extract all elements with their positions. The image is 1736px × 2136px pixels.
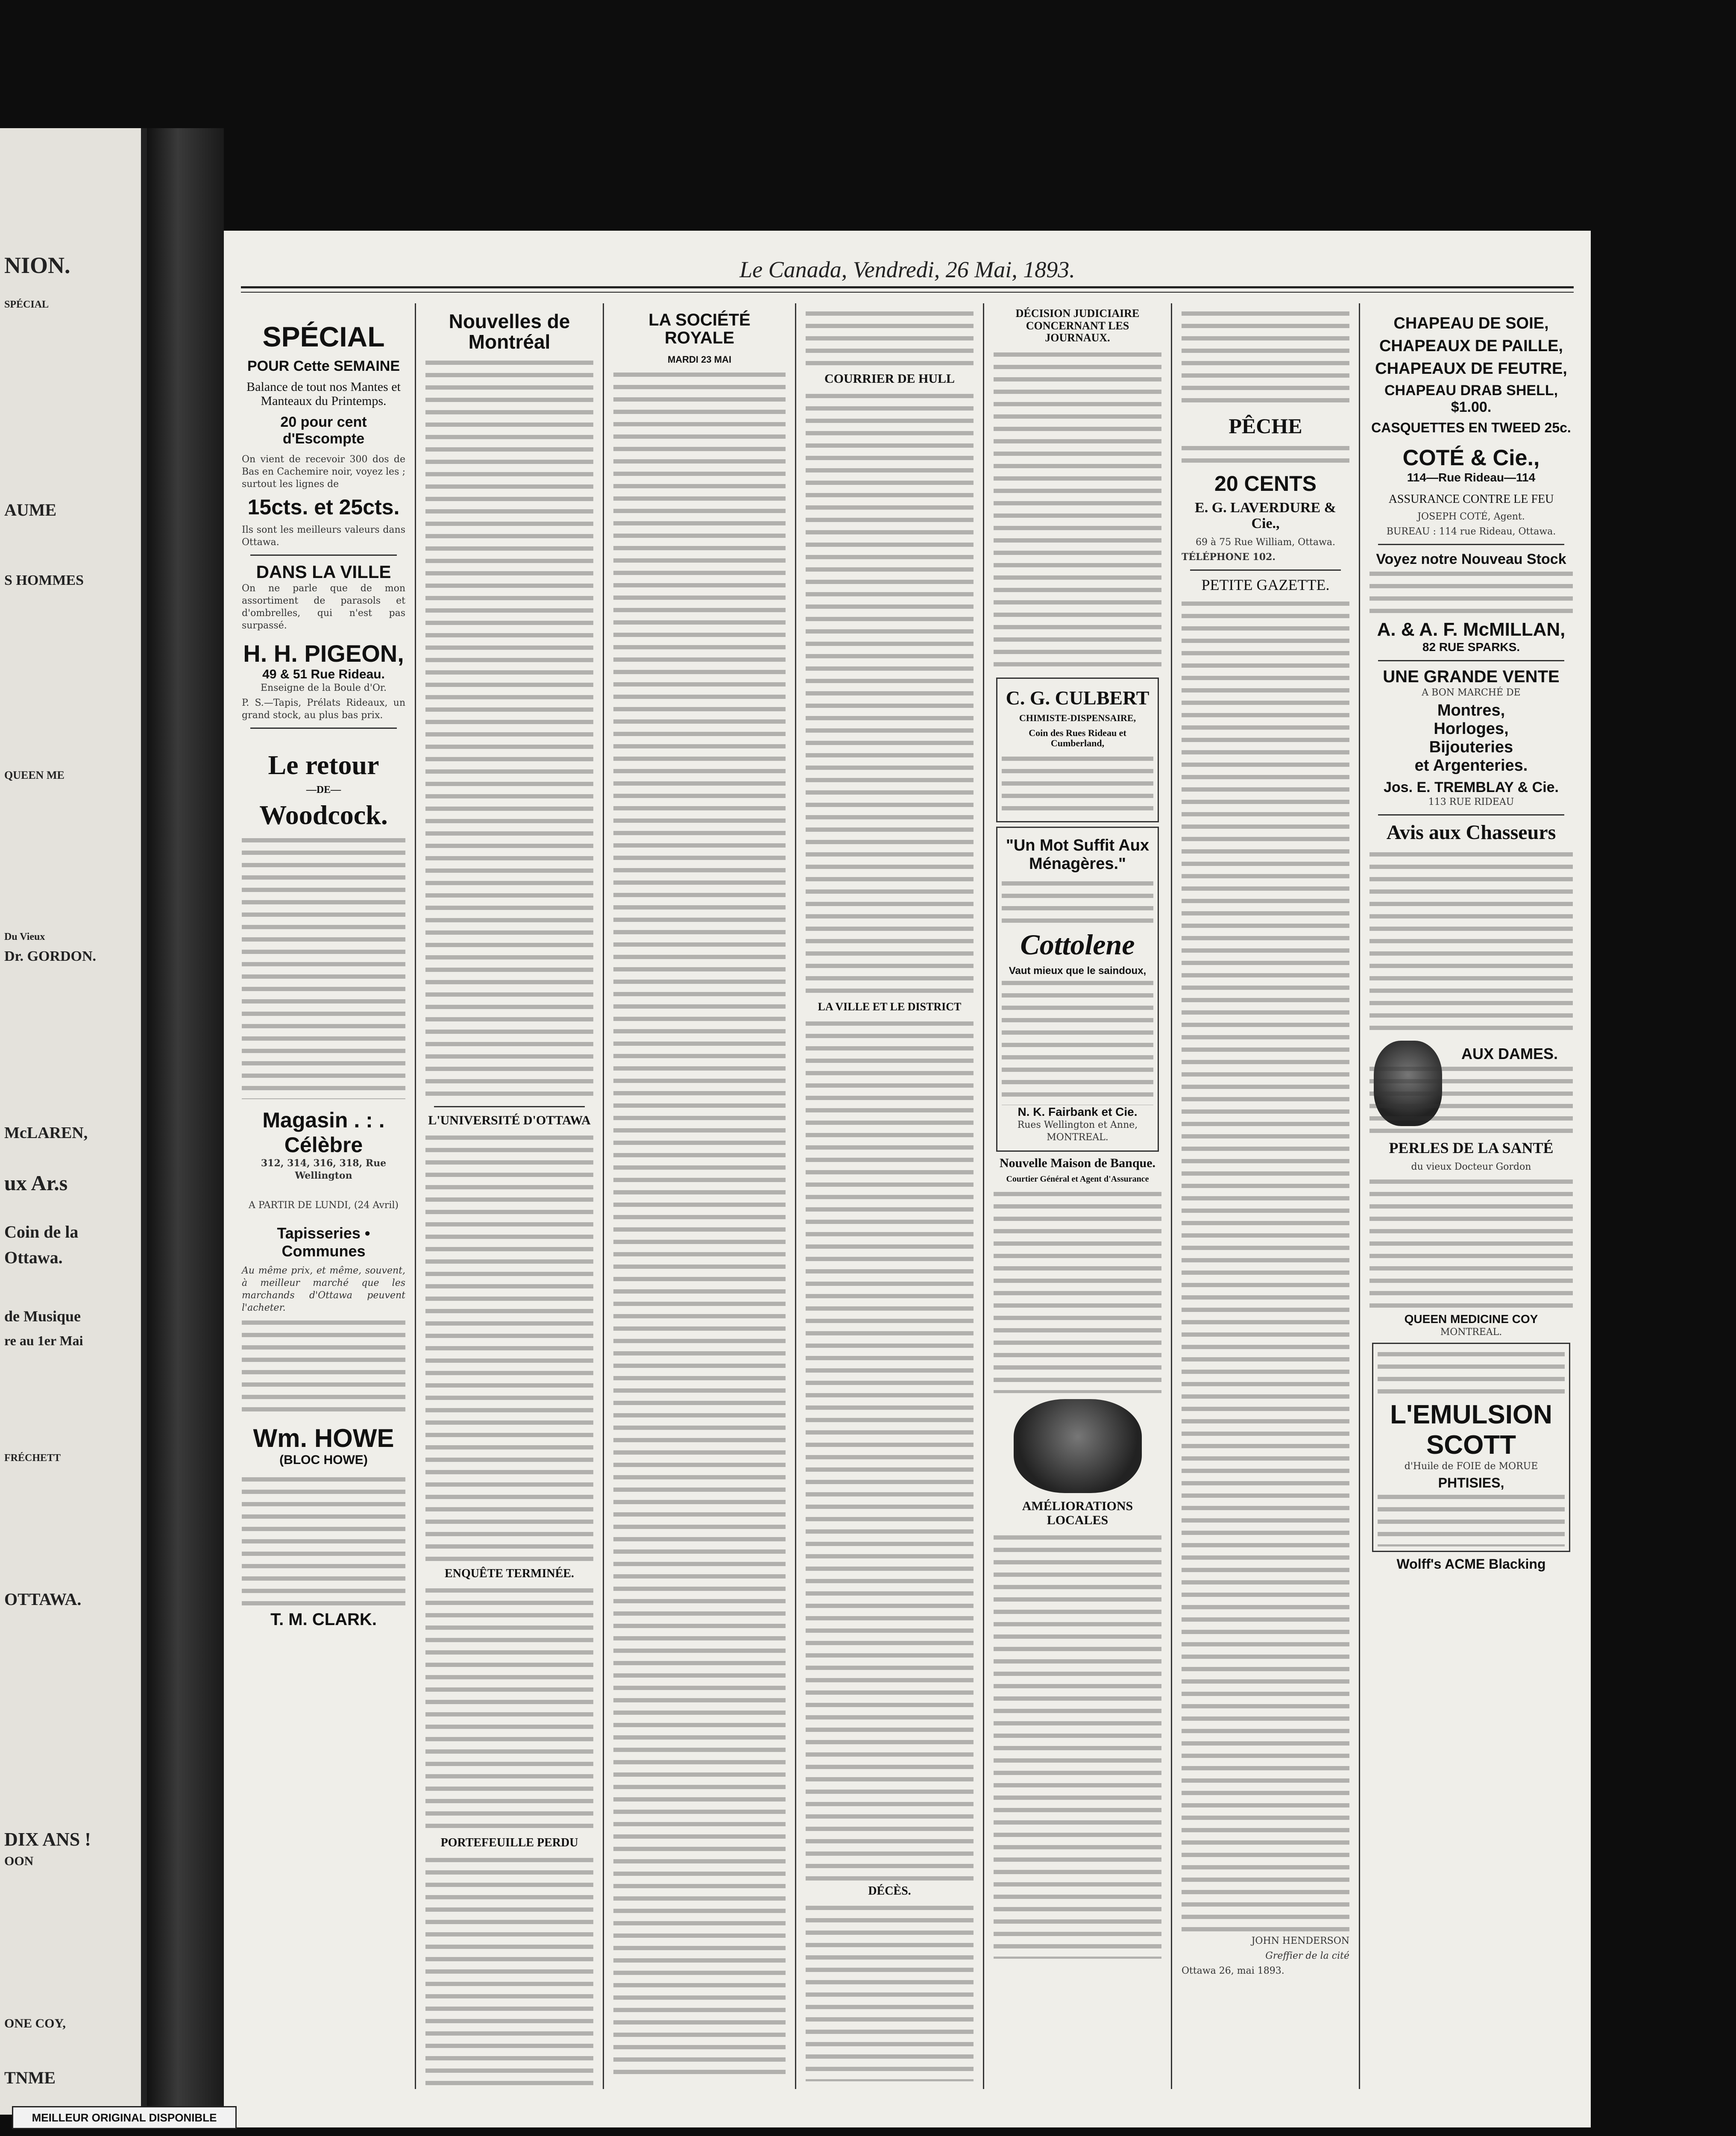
microfilm-label: MEILLEUR ORIGINAL DISPONIBLE <box>12 2106 237 2129</box>
column-6 <box>1172 303 1360 2089</box>
prev-fragment: QUEEN ME <box>4 769 65 781</box>
casquettes: CASQUETTES EN TWEED 25c. <box>1371 420 1571 435</box>
cottolene-intro <box>1002 877 1153 924</box>
chapeau-1: CHAPEAU DE SOIE, <box>1393 314 1549 332</box>
ville-text: On ne parle que de mon assortiment de parasols et d'ombrelles, qui n'est pas surpassé. <box>242 583 405 631</box>
laverdure-name: E. G. LAVERDURE & Cie., <box>1195 500 1336 532</box>
enquete-text <box>425 1584 593 1832</box>
chapeau-3: CHAPEAUX DE FEUTRE, <box>1375 360 1567 378</box>
retour-de: —DE— <box>306 784 341 796</box>
magasin-title: Magasin . : . Célèbre <box>262 1108 385 1157</box>
prev-fragment: Coin de la <box>4 1222 79 1241</box>
culbert-sub: CHIMISTE-DISPENSAIRE, <box>1019 713 1136 724</box>
cholera-text <box>1182 308 1349 410</box>
cottolene-title: Cottolene <box>1020 928 1135 961</box>
ameliorations-text <box>994 1532 1161 1959</box>
retour-body-text <box>242 834 405 1099</box>
column-7 <box>1360 303 1582 2089</box>
prev-fragment: ONE COY, <box>4 2016 66 2030</box>
culbert-text <box>1002 753 1153 817</box>
special-text: Balance de tout nos Mantes et Manteaux du Printemps. <box>246 380 401 408</box>
mcmillan-name: A. & A. F. McMILLAN, <box>1377 619 1566 640</box>
montreal-title: Nouvelles de Montréal <box>449 310 570 353</box>
prev-fragment: S HOMMES <box>4 572 84 588</box>
queen-name: QUEEN MEDICINE COY <box>1404 1312 1538 1326</box>
column-3 <box>604 303 796 2089</box>
culbert-ad <box>996 678 1159 822</box>
howe-name: Wm. HOWE <box>253 1424 394 1453</box>
fairbank-name: N. K. Fairbank et Cie. <box>1018 1105 1138 1118</box>
prev-fragment: OTTAWA. <box>4 1590 82 1609</box>
bijouteries: Bijouteries <box>1429 738 1513 756</box>
column-1 <box>232 303 416 2089</box>
phtisies: PHTISIES, <box>1438 1475 1504 1491</box>
special-title: SPÉCIAL <box>262 321 385 352</box>
masthead-rule <box>241 286 1574 293</box>
prev-fragment: Dr. GORDON. <box>4 948 97 964</box>
maison-text <box>994 1188 1161 1393</box>
retour-place: Woodcock. <box>259 799 388 830</box>
divider <box>1190 569 1341 571</box>
fairbank-address: Rues Wellington et Anne, MONTREAL. <box>1017 1119 1138 1143</box>
divider <box>1378 544 1564 545</box>
decision-heading: DÉCISION JUDICIAIRE CONCERNANT LES JOURNAUX. <box>1015 307 1140 344</box>
prev-fragment: DIX ANS ! <box>4 1829 91 1850</box>
bas-price: 15cts. et 25cts. <box>247 495 400 519</box>
henderson-name: JOHN HENDERSON <box>1251 1936 1349 1947</box>
ville-title: DANS LA VILLE <box>256 562 391 582</box>
prev-fragment: Ottawa. <box>4 1248 63 1267</box>
argenteries: et Argenteries. <box>1414 756 1528 775</box>
montreal-article-text <box>425 357 593 1100</box>
cote-name: COTÉ & Cie., <box>1402 446 1540 470</box>
pigeon-ps: P. S.—Tapis, Prélats Rideaux, un grand stock, au plus bas prix. <box>242 698 405 721</box>
pigeon-sign: Enseigne de la Boule d'Or. <box>261 683 387 693</box>
portefeuille-heading: PORTEFEUILLE PERDU <box>440 1836 578 1850</box>
chapeau-4: CHAPEAU DRAB SHELL, <box>1384 382 1558 399</box>
societe-title: LA SOCIÉTÉ ROYALE <box>648 311 751 347</box>
tapisseries-text: Au même prix, et même, souvent, à meilleur marché que les marchands d'Ottawa peuvent l'acheter. <box>242 1265 405 1314</box>
scott-title: SCOTT <box>1426 1430 1516 1460</box>
chapeau-price: $1.00. <box>1451 399 1492 415</box>
prev-fragment: AUME <box>4 500 57 519</box>
maison-heading: Nouvelle Maison de Banque. <box>999 1156 1156 1170</box>
dames-heading: AUX DAMES. <box>1461 1045 1558 1062</box>
cottolene-tagline: Vaut mieux que le saindoux, <box>1009 965 1147 977</box>
gazette-heading: PETITE GAZETTE. <box>1201 576 1330 593</box>
un-mot-text: "Un Mot Suffit Aux Ménagères." <box>1006 836 1150 873</box>
ameliorations-heading: AMÉLIORATIONS LOCALES <box>1022 1499 1133 1527</box>
emulsion-title: L'EMULSION <box>1390 1400 1552 1430</box>
chapeau-2: CHAPEAUX DE PAILLE, <box>1379 337 1563 355</box>
column-5 <box>984 303 1172 2089</box>
special-discount: 20 pour cent d'Escompte <box>280 414 367 447</box>
perles-text <box>1369 1176 1573 1312</box>
assurance-bureau: BUREAU : 114 rue Rideau, Ottawa. <box>1386 526 1556 537</box>
special-subtitle: POUR Cette SEMAINE <box>247 358 400 374</box>
societe-date: MARDI 23 MAI <box>667 354 732 365</box>
prev-fragment: McLAREN, <box>4 1124 88 1142</box>
previous-page-strip <box>0 128 147 2115</box>
cottolene-ad <box>996 827 1159 1152</box>
divider <box>250 728 397 729</box>
vente-sub: A BON MARCHÉ DE <box>1422 687 1521 698</box>
gordon-text: du vieux Docteur Gordon <box>1411 1162 1531 1173</box>
prev-fragment: TNME <box>4 2068 56 2087</box>
tremblay-name: Jos. E. TREMBLAY & Cie. <box>1384 779 1559 795</box>
peche-title: PÊCHE <box>1229 414 1302 438</box>
pigeon-name: H. H. PIGEON, <box>243 640 404 667</box>
deces-text <box>806 1902 974 2081</box>
divider <box>1378 814 1564 816</box>
horloges: Horloges, <box>1434 719 1509 738</box>
ville-district-heading: LA VILLE ET LE DISTRICT <box>818 1001 962 1013</box>
lundi-text: A PARTIR DE LUNDI, (24 Avril) <box>248 1200 399 1211</box>
book-gutter <box>147 128 224 2115</box>
intro-text <box>806 308 974 367</box>
assurance-heading: ASSURANCE CONTRE LE FEU <box>1388 493 1554 506</box>
societe-article-text <box>613 369 786 2077</box>
divider <box>250 555 397 556</box>
stock-text <box>1369 568 1573 619</box>
emulsion-ad <box>1372 1343 1570 1552</box>
deces-heading: DÉCÈS. <box>868 1884 911 1898</box>
assurance-agent: JOSEPH COTÉ, Agent. <box>1417 511 1525 522</box>
cents-price: 20 CENTS <box>1214 472 1317 496</box>
divider <box>434 1106 585 1107</box>
bas-tail: Ils sont les meilleurs valeurs dans Ottawa. <box>242 525 405 548</box>
magasin-address: 312, 314, 316, 318, Rue Wellington <box>261 1158 387 1182</box>
column-4 <box>796 303 984 2089</box>
mcmillan-address: 82 RUE SPARKS. <box>1422 640 1520 654</box>
acme-ad: Wolff's ACME Blacking <box>1396 1556 1546 1572</box>
henderson-role: Greffier de la cité <box>1265 1951 1349 1962</box>
chasseurs-text <box>1369 848 1573 1036</box>
perles-heading: PERLES DE LA SANTÉ <box>1389 1139 1554 1156</box>
prev-fragment: FRÉCHETT <box>4 1452 61 1464</box>
decision-text <box>994 349 1161 673</box>
tapisseries-title: Tapisseries • Communes <box>277 1224 370 1260</box>
tremblay-address: 113 RUE RIDEAU <box>1428 796 1514 807</box>
chasseurs-heading: Avis aux Chasseurs <box>1386 821 1556 844</box>
prev-fragment: OON <box>4 1854 34 1868</box>
telephone: TÉLÉPHONE 102. <box>1182 551 1276 563</box>
ville-district-text <box>806 1018 974 1881</box>
cote-address: 114—Rue Rideau—114 <box>1407 471 1536 484</box>
dames-text <box>1369 1063 1573 1135</box>
bas-text: On vient de recevoir 300 dos de Bas en Cachemire noir, voyez les ; surtout les lignes de <box>242 454 405 490</box>
tapisseries-body <box>242 1317 405 1415</box>
laverdure-address: 69 à 75 Rue William, Ottawa. <box>1196 537 1335 548</box>
montres: Montres, <box>1437 701 1505 719</box>
portefeuille-text <box>425 1854 593 2089</box>
prev-fragment: Du Vieux <box>4 931 45 942</box>
prev-fragment: ux Ar.s <box>4 1171 68 1195</box>
stock-heading: Voyez notre Nouveau Stock <box>1376 551 1566 567</box>
cottolene-text <box>1002 977 1153 1105</box>
pigeon-address: 49 & 51 Rue Rideau. <box>262 667 385 681</box>
courrier-text <box>806 390 974 997</box>
howe-bloc: (BLOC HOWE) <box>279 1453 368 1467</box>
prev-fragment: SPÉCIAL <box>4 299 49 310</box>
gazette-text <box>1182 598 1349 1935</box>
divider <box>1378 660 1564 661</box>
emulsion-sub: d'Huile de FOIE de MORUE <box>1404 1461 1538 1472</box>
peche-text <box>1182 442 1349 468</box>
masthead: Le Canada, Vendredi, 26 Mai, 1893. <box>739 257 1075 282</box>
column-2 <box>416 303 604 2089</box>
coat-of-arms-illustration <box>1014 1399 1142 1493</box>
universite-heading: L'UNIVERSITÉ D'OTTAWA <box>428 1113 591 1127</box>
culbert-name: C. G. CULBERT <box>1006 687 1150 709</box>
universite-text <box>425 1132 593 1563</box>
emulsion-intro <box>1378 1348 1565 1400</box>
emulsion-text <box>1378 1491 1565 1546</box>
vente-title: UNE GRANDE VENTE <box>1383 667 1560 686</box>
prev-fragment: re au 1er Mai <box>4 1333 83 1348</box>
culbert-corner: Coin des Rues Rideau et Cumberland, <box>1029 727 1126 748</box>
queen-city: MONTREAL. <box>1440 1327 1502 1338</box>
courtier-heading: Courtier Général et Agent d'Assurance <box>1006 1174 1149 1184</box>
newspaper-page <box>224 231 1591 2127</box>
courrier-heading: COURRIER DE HULL <box>824 372 955 386</box>
lots-ad-text <box>242 1473 405 1610</box>
retour-title: Le retour <box>268 750 379 780</box>
henderson-date: Ottawa 26, mai 1893. <box>1182 1966 1284 1977</box>
prev-fragment: de Musique <box>4 1308 81 1325</box>
prev-fragment: NION. <box>4 252 70 278</box>
clark-name: T. M. CLARK. <box>270 1610 377 1629</box>
enquete-heading: ENQUÊTE TERMINÉE. <box>445 1567 574 1580</box>
